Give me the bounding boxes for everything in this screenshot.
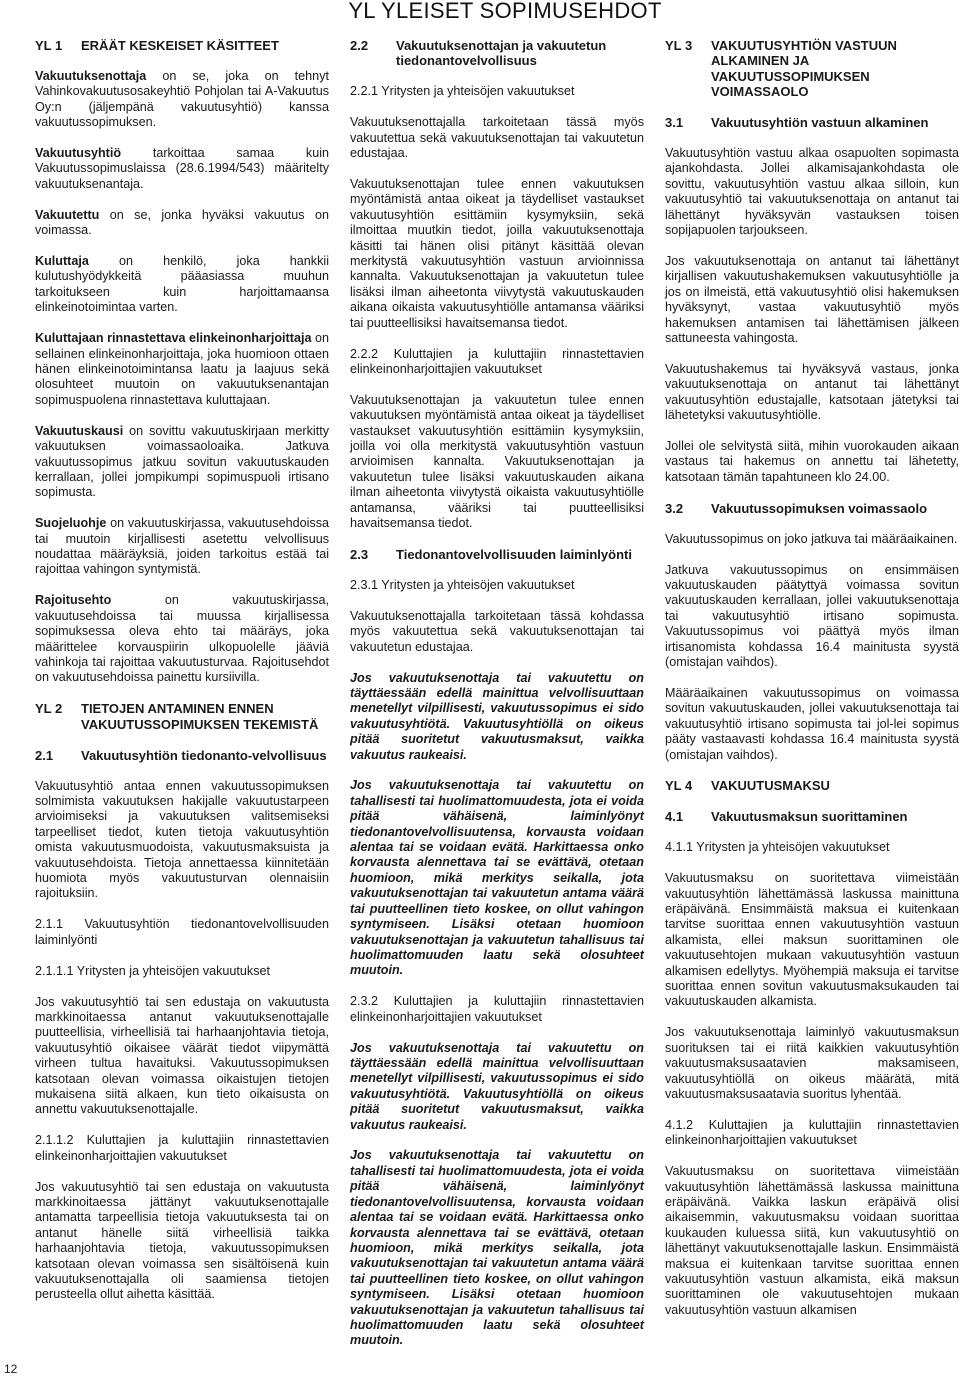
paragraph: Vakuutuksenottajan ja vakuutetun tulee ennen vakuutuksen myöntämistä antaa oikeat ja täydelliset vastaukset vakuutusyhtiön esittämiin kysymyksiin, joilla voi olla merkitystä vakuutusyhtiön vastuun arvioimisen kannalta. Vakuutuksenottajan ja vakuutetun tulee lisäksi vakuutuskauden aikana ilman aiheetonta viivytystä oikaista vakuutusyhtiölle antamansa, vääriksi tai puutteellisiksi havaitsemansa tiedot. bbox=[350, 392, 644, 531]
section-number: YL 3 bbox=[665, 38, 693, 53]
paragraph: Vakuutusmaksu on suoritettava viimeistään vakuutusyhtiön lähettämässä laskussa mainittuna eräpäivänä. Ensimmäistä maksua ei kuitenkaan tarvitse suorittaa ennen vakuutusyhtiön vastuun alkamista, ellei maksun suorittaminen ole vakuutusehtojen mukaan vakuutusyhtiön vastuun alkamisen edellytys. Myöhempiä maksuja ei tarvitse suorittaa ennen sovitun vakuutusmaksukauden tai vakuutuskauden alkamista. bbox=[665, 871, 959, 1009]
subsection-title: Vakuutusmaksun suorittaminen bbox=[711, 809, 908, 825]
page-header-title: YL YLEISET SOPIMUSEHDOT bbox=[348, 0, 662, 23]
term: Kuluttajaan rinnastettava elinkeinonharjoittaja bbox=[35, 331, 312, 346]
term: Kuluttaja bbox=[35, 254, 89, 269]
paragraph: Jos vakuutusyhtiö tai sen edustaja on vakuutusta markkinoitaessa jättänyt vakuutuksenottajalle antamatta tarpeellisia tietoja vakuutuksesta tai on antanut hänelle siitä virheellisiä taikka harhaanjohtavia tietoja, vakuutussopimuksen katsotaan olevan voimassa sen sisältöisenä kuin vakuutuksenottajalla oli saamiensa tietojen perusteella ollut aihetta käsittää. bbox=[35, 1179, 329, 1302]
paragraph: Vakuutussopimus on joko jatkuva tai määräaikainen. bbox=[665, 531, 958, 546]
restriction-paragraph: Jos vakuutuksenottaja tai vakuutettu on täyttäessään edellä mainittua velvollisuuttaan menetellyt vilpillisesti, vakuutussopimus ei sido vakuutusyhtiötä. Vakuutusyhtiöllä on oikeus pitää suoritetut vakuutusmaksut, vaikka vakuutus raukeaisi. bbox=[350, 1040, 644, 1132]
paragraph: Jollei ole selvitystä siitä, mihin vuorokauden aikaan vastaus tai hakemus on annettu tai lähetetty, katsotaan tämän tapahtuneen klo 24.00. bbox=[665, 439, 959, 484]
paragraph: Vakuutuksenottajalla tarkoitetaan tässä myös vakuutettua sekä vakuutuksenottajan tai vakuutetun edustajaa. bbox=[350, 115, 644, 161]
definition-elinkeinonharjoittaja bbox=[35, 331, 329, 408]
term: Vakuutuksenottaja bbox=[35, 68, 147, 83]
definition-text: on henkilö, joka hankkii kulutushyödykkeitä pääasiassa muuhun tarkoitukseen kuin harjoittamaansa elinkeinotoimintaa varten. bbox=[35, 254, 329, 315]
definition-text: on vakuutuskirjassa, vakuutusehdoissa tai muutoin kirjallisesti asetettu velvollisuus noudattaa määräyksiä, joiden tarkoitus estää tai rajoittaa vahingon syntymistä. bbox=[35, 516, 329, 577]
subheading-2-1-1-2: 2.1.1.2 Kuluttajien ja kuluttajiin rinnastettavien elinkeinonharjoittajien vakuutukset bbox=[35, 1133, 329, 1163]
paragraph: Vakuutusyhtiö antaa ennen vakuutussopimuksen solmimista vakuutuksen hakijalle vakuutustarpeen arvioimiseksi ja vakuutuksen valitsemiseksi tarpeelliset tiedot, kuten tietoja vakuutusyhtiön omista vakuutusmuodoista, vakuutusmaksuista ja vakuutusehdoista. Tietoja annettaessa kiinnitetään huomiota myös vakuutusturvan olennaisiin rajoituksiin. bbox=[35, 778, 329, 901]
definition-kuluttaja bbox=[35, 254, 329, 316]
section-heading-yl3 bbox=[665, 38, 959, 100]
column-2 bbox=[350, 38, 644, 1364]
subheading-4-1-2: 4.1.2 Kuluttajien ja kuluttajiin rinnastettavien elinkeinonharjoittajien vakuutukset bbox=[665, 1117, 959, 1148]
subsection-heading-4-1 bbox=[665, 809, 959, 824]
definition-text: tarkoittaa samaa kuin Vakuutussopimuslaissa (28.6.1994/543) määritelty vakuutuksenantaja. bbox=[35, 146, 329, 191]
definition-vakuutettu bbox=[35, 208, 329, 239]
subsection-title: Tiedonantovelvollisuuden laiminlyönti bbox=[396, 546, 632, 562]
subheading-2-1-1-1: 2.1.1.1 Yritysten ja yhteisöjen vakuutukset bbox=[35, 963, 270, 978]
subheading-2-1-1: 2.1.1 Vakuutusyhtiön tiedonantovelvollisuuden laiminlyönti bbox=[35, 917, 329, 947]
restriction-paragraph: Jos vakuutuksenottaja tai vakuutettu on tahallisesti tai huolimattomuudesta, jota ei voida pitää vähäisenä, laiminlyönyt tiedonantovelvollisuutensa, korvausta voidaan alentaa tai se voidaan evätä. Harkittaessa onko korvausta alennettava tai se evättävä, otetaan huomioon, mikä merkitys seikalla, jota vakuutuksenottajan tai vakuutetun antama väärä tai puutteellinen tieto koskee, on ollut vahingon syntymiseen. Lisäksi otetaan huomioon vakuutuksenottajan ja vakuutetun tahallisuus tai huolimattomuuden laatu sekä olosuhteet muutoin. bbox=[350, 1148, 644, 1348]
paragraph: Vakuutusyhtiön vastuu alkaa osapuolten sopimasta ajankohdasta. Jollei alkamisajankohdasta ole sovittu, vakuutusyhtiön vastuu alkaa silloin, kun vakuutusyhtiö tai vakuutuksenottaja on antanut tai lähettänyt hyväksyvän vastauksen toisen sopijapuolen tarjoukseen. bbox=[665, 146, 959, 238]
subsection-title: Vakuutuksenottajan ja vakuutetun tiedonantovelvollisuus bbox=[396, 38, 607, 69]
term: Vakuutettu bbox=[35, 207, 100, 222]
subsection-number: 3.2 bbox=[665, 500, 684, 516]
column-1 bbox=[35, 38, 329, 1318]
section-heading-yl1 bbox=[35, 38, 329, 53]
subsection-title: Vakuutusyhtiön vastuun alkaminen bbox=[711, 115, 929, 131]
term: Vakuutusyhtiö bbox=[35, 146, 122, 161]
section-number: YL 2 bbox=[35, 701, 63, 717]
paragraph: Vakuutusmaksu on suoritettava viimeistään vakuutusyhtiön lähettämässä laskussa mainittuna eräpäivänä. Vaikka laskun eräpäivä olisi aikaisemmin, vakuutusmaksu voidaan suorittaa kuukauden kuluessa siitä, kun vakuutusyhtiö on lähettänyt vakuutuksenottajalle laskun. Ensimmäistä maksua ei kuitenkaan tarvitse suorittaa ennen vakuutusyhtiön vastuun alkamista, eikä maksun suorittaminen ole vakuutusehtojen mukaan vakuutusyhtiön vastuun alkamisen bbox=[665, 1164, 959, 1317]
subheading-2-3-1: 2.3.1 Yritysten ja yhteisöjen vakuutukset bbox=[350, 577, 575, 592]
definition-vakuutuskausi bbox=[35, 424, 329, 501]
section-heading-yl2 bbox=[35, 701, 329, 732]
paragraph: Vakuutushakemus tai hyväksyvä vastaus, jonka vakuutuksenottaja on antanut tai lähettänyt vakuutusyhtiön edustajalle, katsotaan jätetyksi tai lähetetyksi vakuutusyhtiölle. bbox=[665, 361, 959, 423]
subsection-number: 4.1 bbox=[665, 809, 684, 825]
subsection-heading-2-1 bbox=[35, 748, 329, 763]
definition-vakuutuksenottaja bbox=[35, 69, 329, 131]
subheading-2-3-2: 2.3.2 Kuluttajien ja kuluttajiin rinnastettavien elinkeinonharjoittajien vakuutukset bbox=[350, 994, 644, 1024]
definition-text: on se, jonka hyväksi vakuutus on voimassa. bbox=[35, 207, 329, 238]
subsection-number: 2.2 bbox=[350, 38, 369, 53]
term: Vakuutuskausi bbox=[35, 423, 124, 438]
subsection-number: 3.1 bbox=[665, 115, 684, 131]
paragraph: Jos vakuutusyhtiö tai sen edustaja on vakuutusta markkinoitaessa antanut vakuutuksenottajalle puutteellisia, virheellisiä tai harhaanjohtavia tietoja, vakuutusyhtiö oikaisee väärät tiedot viipymättä virheen tultua havaituksi. Vakuutussopimuksen katsotaan olevan voimassa oikaistujen tietojen mukaisena siitä alkaen, kun tieto oikaisusta on annettu vakuutuksenottajalle. bbox=[35, 994, 329, 1117]
definition-text: on se, joka on tehnyt Vahinkovakuutusosakeyhtiö Pohjolan tai A-Vakuutus Oy:n (jäljempänä vakuutusyhtiö) kanssa vakuutussopimuksen. bbox=[35, 68, 329, 130]
section-number: YL 4 bbox=[665, 778, 693, 794]
column-3 bbox=[665, 38, 959, 1334]
definition-suojeluohje bbox=[35, 516, 329, 578]
section-title: ERÄÄT KESKEISET KÄSITTEET bbox=[81, 38, 279, 53]
paragraph: Jatkuva vakuutussopimus on ensimmäisen vakuutuskauden päätyttyä voimassa sovitun vakuutuskauden kerrallaan, jollei vakuutuksenottaja tai vakuutusyhtiö irtisano sopimusta. Vakuutussopimus voi päättyä myös ilman irtisanomista kohdassa 16.4 mainitusta syystä (omistajan vaihdos). bbox=[665, 562, 959, 669]
paragraph: Määräaikainen vakuutussopimus on voimassa sovitun vakuutuskauden, jollei vakuutuksenottaja tai vakuutusyhtiö irtisano sopimusta tai jol-lei sopimus pääty vastaavasti kohdassa 16.4 mainitusta syystä (omistajan vaihdos). bbox=[665, 685, 959, 762]
definition-vakuutusyhtio bbox=[35, 146, 329, 192]
paragraph: Vakuutuksenottajalla tarkoitetaan tässä kohdassa myös vakuutettua sekä vakuutuksenottajan tai vakuutetun edustajaa. bbox=[350, 608, 644, 654]
subsection-heading-3-1 bbox=[665, 115, 959, 130]
subheading-2-2-2: 2.2.2 Kuluttajien ja kuluttajiin rinnastettavien elinkeinonharjoittajien vakuutukset bbox=[350, 346, 644, 376]
restriction-paragraph: Jos vakuutuksenottaja tai vakuutettu on tahallisesti tai huolimattomuudesta, jota ei voida pitää vähäisenä, laiminlyönyt tiedonantovelvollisuutensa, korvausta voidaan alentaa tai se voidaan evätä. Harkittaessa onko korvausta alennettava tai se evättävä, otetaan huomioon, mikä merkitys seikalla, jota vakuutuksenottajan tai vakuutetun antama väärä tai puutteellinen tieto koskee, on ollut vahingon syntymiseen. Lisäksi otetaan huomioon vakuutuksenottajan ja vakuutetun tahallisuus tai huolimattomuuden laatu sekä olosuhteet muutoin. bbox=[350, 778, 644, 978]
subheading-2-2-1: 2.2.1 Yritysten ja yhteisöjen vakuutukset bbox=[350, 84, 575, 99]
term: Rajoitusehto bbox=[35, 593, 112, 608]
subsection-heading-3-2 bbox=[665, 501, 959, 516]
definition-rajoitusehto bbox=[35, 593, 329, 685]
restriction-paragraph: Jos vakuutuksenottaja tai vakuutettu on täyttäessään edellä mainittua velvollisuuttaan menetellyt vilpillisesti, vakuutussopimus ei sido vakuutusyhtiötä. Vakuutusyhtiöllä on oikeus pitää suoritetut vakuutusmaksut, vaikka vakuutus raukeaisi. bbox=[350, 670, 644, 762]
definition-text: on vakuutuskirjassa, vakuutusehdoissa tai muussa kirjallisessa sopimuksessa oleva ehto tai määräys, joka määrittelee korvauspiirin ulkopuolelle jääviä vahinkoja tai rajoittaa vakuutusturvaa. Rajoitusehdot on vakuutusehdoissa painettu kursiivilla. bbox=[35, 593, 329, 685]
subsection-heading-2-2 bbox=[350, 38, 644, 69]
section-title: TIETOJEN ANTAMINEN ENNEN VAKUUTUSSOPIMUKSEN TEKEMISTÄ bbox=[81, 701, 319, 732]
section-title: VAKUUTUSYHTIÖN VASTUUN ALKAMINEN JA VAKUUTUSSOPIMUKSEN VOIMASSAOLO bbox=[711, 38, 897, 100]
paragraph: Jos vakuutuksenottaja on antanut tai lähettänyt kirjallisen vakuutushakemuksen vakuutusyhtiölle ja jos on ilmeistä, että vakuutusyhtiö olisi hakemuksen hyväksynyt, vastaa vakuutusyhtiö myös hakemuksen antamisen tai lähettämisen jälkeen sattuneesta vahingosta. bbox=[665, 253, 959, 345]
term: Suojeluohje bbox=[35, 516, 107, 531]
section-heading-yl4 bbox=[665, 778, 959, 793]
paragraph: Jos vakuutuksenottaja laiminlyö vakuutusmaksun suorituksen tai ei riitä kaikkien vakuutusyhtiön vakuutusmaksusaatavien maksamiseen, vakuutusyhtiöllä on oikeus määrätä, mitä vakuutusmaksusaatavia suoritus lyhentää. bbox=[665, 1025, 959, 1101]
definition-text: on sovittu vakuutuskirjaan merkitty vakuutuksen voimassaoloaika. Jatkuva vakuutussopimus jatkuu sovitun vakuutuskauden kerrallaan, jollei jompikumpi sopimuspuoli irtisano sopimusta. bbox=[35, 423, 329, 500]
section-number: YL 1 bbox=[35, 38, 63, 53]
subheading-4-1-1: 4.1.1 Yritysten ja yhteisöjen vakuutukset bbox=[665, 840, 890, 855]
subsection-number: 2.3 bbox=[350, 546, 369, 562]
section-title: VAKUUTUSMAKSU bbox=[711, 778, 830, 794]
page-number: 12 bbox=[4, 1362, 18, 1376]
subsection-number: 2.1 bbox=[35, 747, 54, 763]
definition-text: on sellainen elinkeinonharjoittaja, joka huomioon ottaen hänen elinkeinotoimintansa laatu ja laajuus sekä olosuhteet muutoin on vakuutuksenantajan sopimuspuolena rinnastettava kuluttajaan. bbox=[35, 331, 329, 407]
subsection-title: Vakuutussopimuksen voimassaolo bbox=[711, 500, 928, 516]
subsection-title: Vakuutusyhtiön tiedonanto-velvollisuus bbox=[81, 747, 327, 763]
subsection-heading-2-3 bbox=[350, 547, 644, 562]
paragraph: Vakuutuksenottajan tulee ennen vakuutuksen myöntämistä antaa oikeat ja täydelliset vastaukset vakuutusyhtiön esittämiin kysymyksiin, sekä ilmoittaa muutkin tiedot, joilla vakuutuksenottaja käsitti tai hänen olisi pitänyt käsittää olevan merkitystä vakuutusyhtiön vastuun arvioinnissa kannalta. Vakuutuksenottajan ja vakuutetun tulee lisäksi ilman aiheetonta viivytystä vakuutuskauden aikana oikaista vakuutusyhtiölle antamansa vääriksi tai puutteellisiksi havaitsemansa tiedot. bbox=[350, 176, 644, 330]
